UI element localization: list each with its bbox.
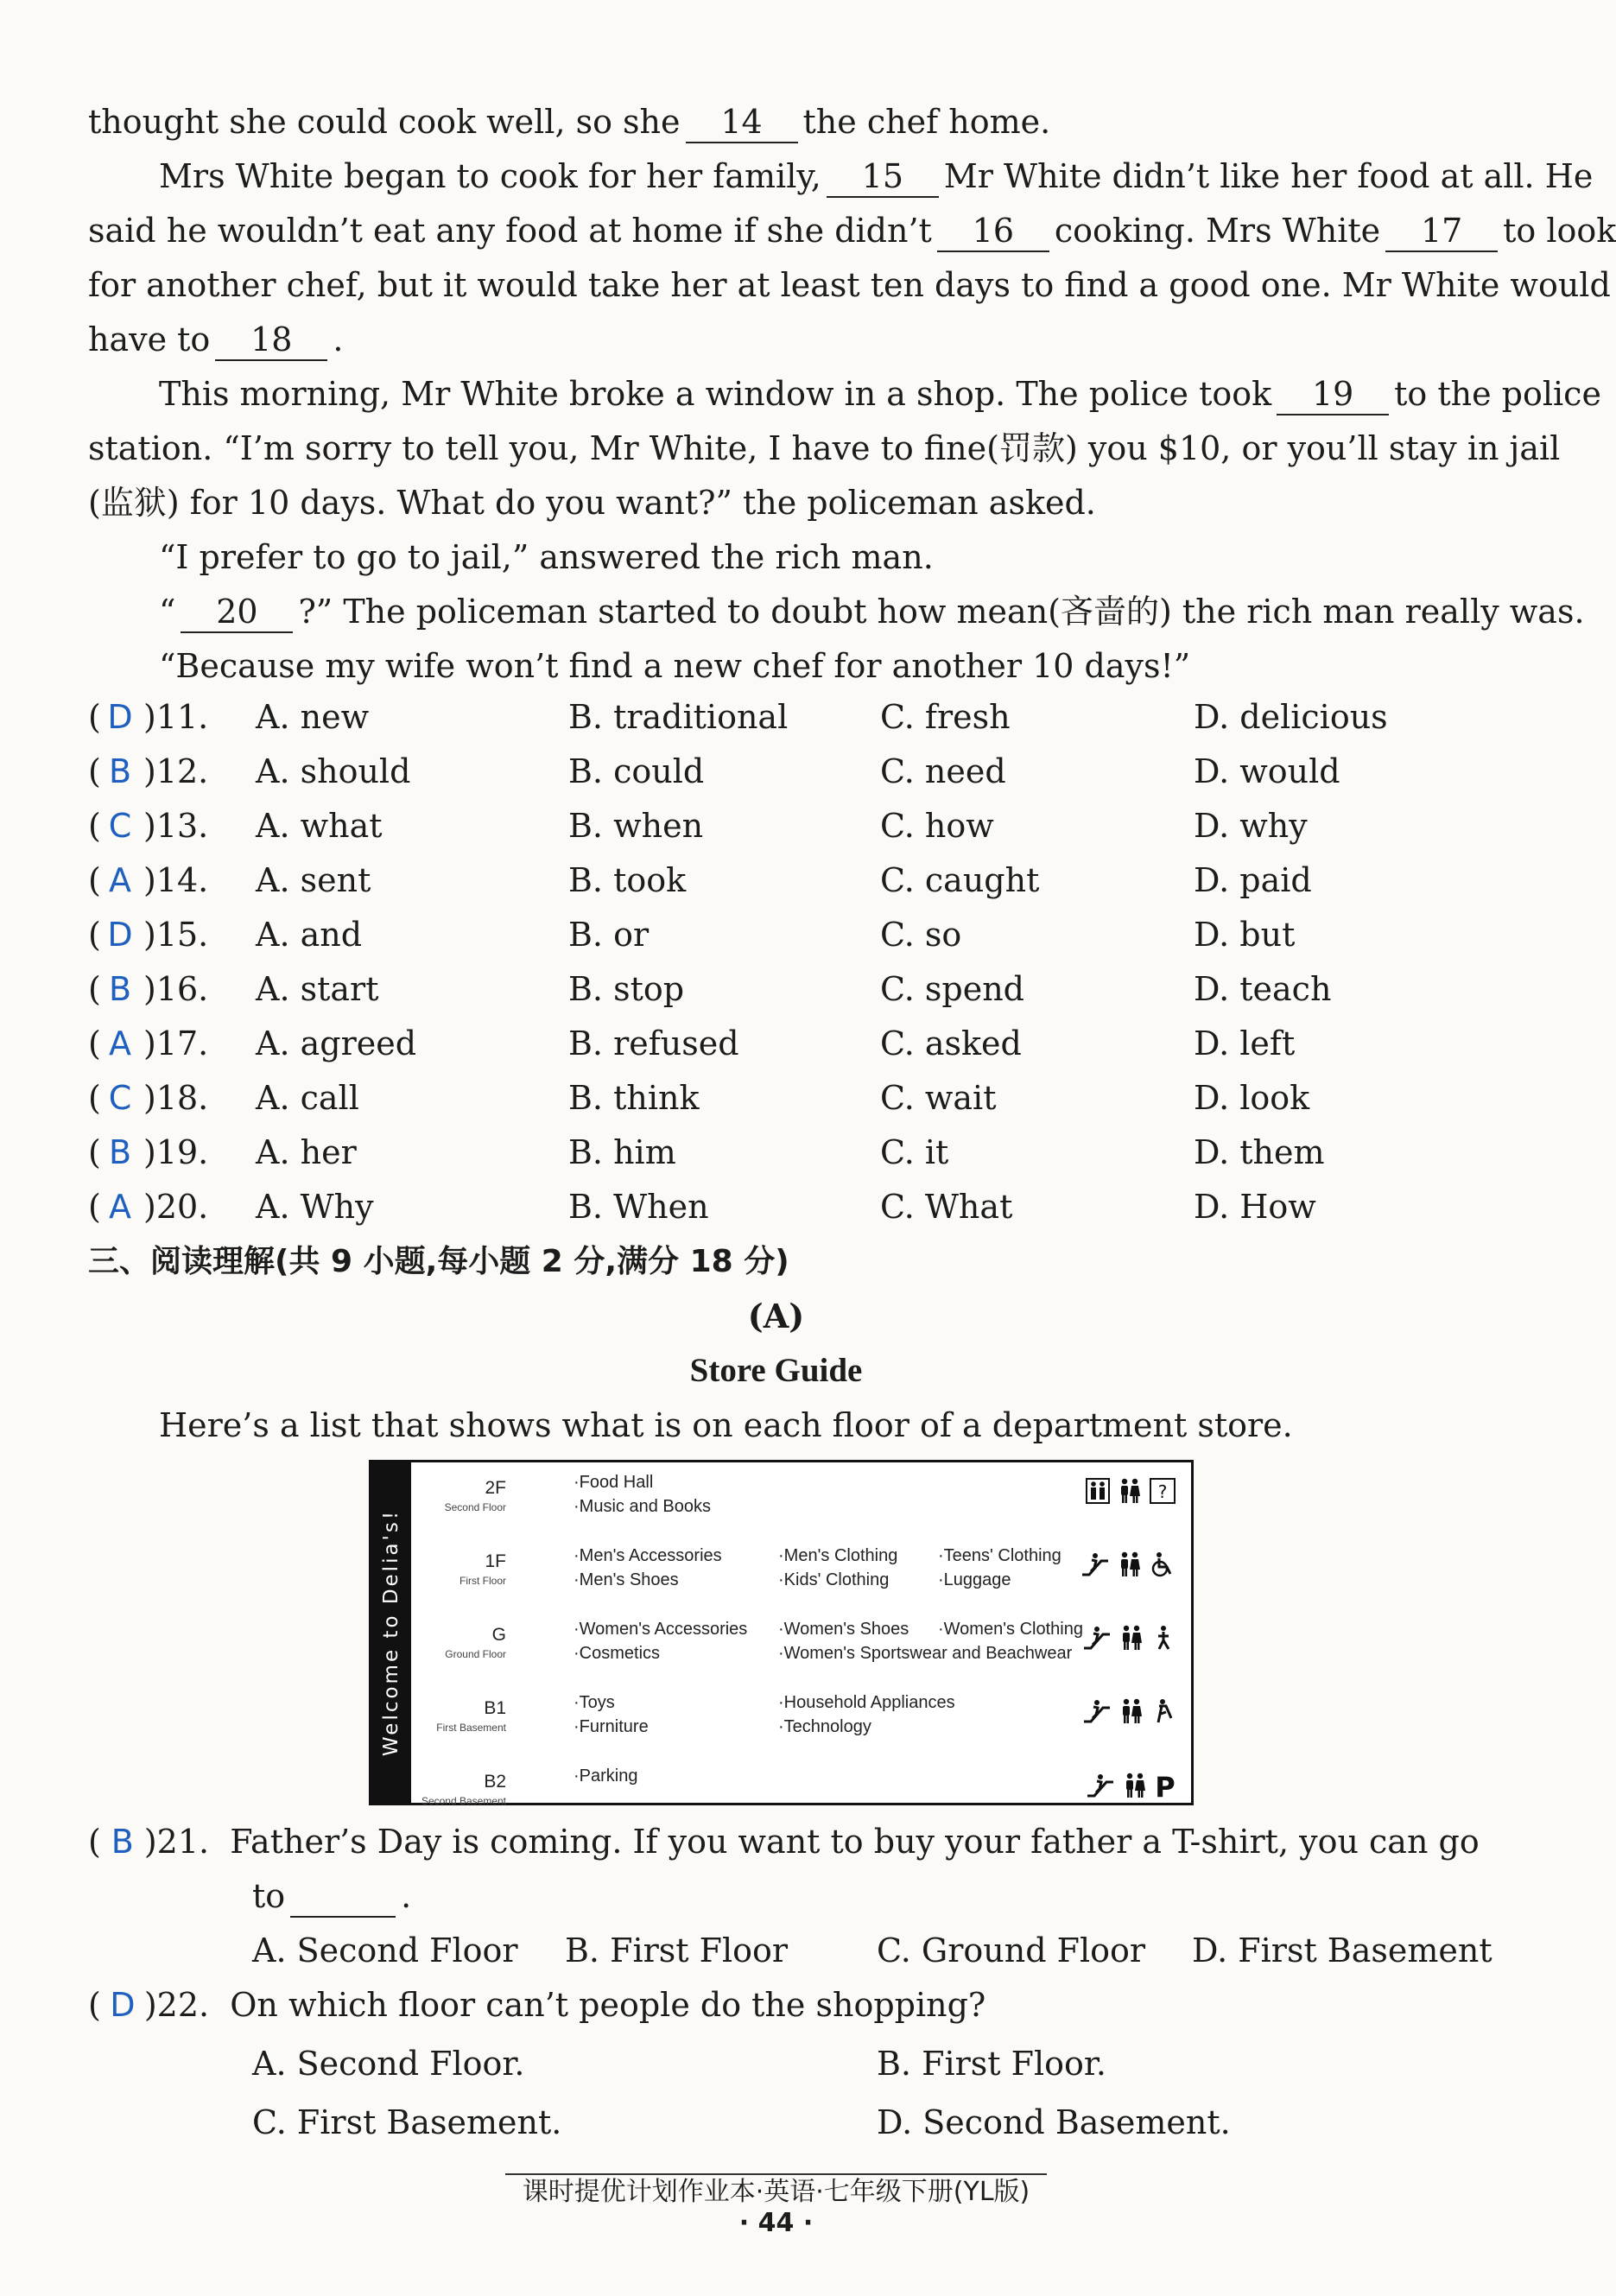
book-title-footer: 课时提优计划作业本·英语·七年级下册(YL版)	[0, 2170, 1552, 2208]
cloze-option-b: B. stop	[568, 970, 685, 1008]
page-number: · 44 ·	[738, 2208, 814, 2238]
option-22-b: B. First Floor.	[877, 2045, 1106, 2083]
department-item: ·Music and Books	[574, 1497, 711, 1516]
cloze-option-a: A. her	[256, 1133, 357, 1171]
stroller-icon	[1151, 1625, 1176, 1651]
floor-name: First Basement	[436, 1722, 506, 1734]
cloze-option-c: C. it	[880, 1133, 949, 1171]
cloze-option-a: A. and	[256, 916, 363, 954]
floor-code: B2	[484, 1772, 506, 1792]
department-item: ·Cosmetics	[574, 1644, 661, 1663]
passage-line-7: station. “I’m sorry to tell you, Mr White, I have to fine(罚款) you $10, or you’ll stay in jail	[88, 429, 1561, 467]
option-22-c: C. First Basement.	[252, 2103, 562, 2141]
cloze-open-paren: (	[88, 1024, 101, 1062]
floor-facility-icons	[1082, 1625, 1176, 1651]
cloze-open-paren: (	[88, 807, 101, 845]
cloze-number: )14.	[143, 861, 209, 899]
cloze-option-d: D. look	[1194, 1079, 1310, 1117]
cloze-option-d: D. delicious	[1194, 698, 1388, 736]
restroom-icon	[1124, 1773, 1146, 1798]
cloze-option-b: B. When	[568, 1188, 709, 1226]
cloze-option-a: A. sent	[256, 861, 371, 899]
blank-16: 16	[937, 211, 1049, 252]
question-22: ( D )22. On which floor can’t people do the shopping?	[88, 1986, 986, 2024]
escalator-icon	[1082, 1625, 1112, 1651]
cloze-option-c: C. What	[880, 1188, 1013, 1226]
cloze-answer: A	[109, 1024, 131, 1062]
floor-code: 2F	[485, 1478, 506, 1498]
restroom-icon	[1119, 1478, 1141, 1504]
option-21-d: D. First Basement	[1192, 1931, 1492, 1969]
floor-name: First Floor	[459, 1575, 506, 1587]
cloze-option-b: B. traditional	[568, 698, 789, 736]
cloze-option-d: D. How	[1194, 1188, 1316, 1226]
floor-code: B1	[484, 1698, 506, 1718]
department-item: ·Technology	[778, 1717, 871, 1736]
cloze-option-d: D. but	[1194, 916, 1296, 954]
passage-line-4: for another chef, but it would take her at least ten days to find a good one. Mr White would	[88, 266, 1611, 304]
cloze-option-d: D. them	[1194, 1133, 1325, 1171]
answer-21: B	[111, 1823, 134, 1861]
cloze-open-paren: (	[88, 916, 101, 954]
cloze-number: )17.	[143, 1024, 209, 1062]
cloze-number: )15.	[143, 916, 209, 954]
blank-15: 15	[827, 156, 939, 198]
cloze-number: )16.	[143, 970, 209, 1008]
department-item: ·Men's Clothing	[778, 1546, 898, 1565]
passage-line-10: “ 20 ?” The policeman started to doubt how mean(吝啬的) the rich man really was.	[159, 592, 1585, 633]
cloze-option-a: A. what	[256, 807, 383, 845]
cloze-open-paren: (	[88, 1079, 101, 1117]
cloze-option-b: B. when	[568, 807, 704, 845]
baby-room-icon	[1086, 1478, 1110, 1504]
part-label: (A)	[747, 1297, 805, 1335]
cloze-option-b: B. him	[568, 1133, 676, 1171]
cloze-open-paren: (	[88, 752, 101, 790]
cloze-option-a: A. Why	[256, 1188, 374, 1226]
department-item: ·Household Appliances	[778, 1693, 955, 1712]
cloze-option-b: B. or	[568, 916, 650, 954]
cloze-open-paren: (	[88, 698, 101, 736]
passage-line-5: have to 18 .	[88, 320, 343, 361]
cloze-option-c: C. spend	[880, 970, 1024, 1008]
cloze-number: )11.	[143, 698, 209, 736]
fitting-icon	[1151, 1698, 1176, 1724]
information-symbol: ?	[1157, 1481, 1168, 1502]
cloze-option-c: C. fresh	[880, 698, 1011, 736]
section-heading: 三、阅读理解(共 9 小题,每小题 2 分,满分 18 分)	[88, 1244, 789, 1279]
department-item: ·Luggage	[938, 1570, 1011, 1589]
cloze-number: )20.	[143, 1188, 209, 1226]
cloze-answer: C	[108, 1079, 132, 1117]
blank-14: 14	[686, 102, 798, 143]
cloze-option-d: D. paid	[1194, 861, 1312, 899]
cloze-answer: A	[109, 861, 131, 899]
cloze-option-b: B. refused	[568, 1024, 739, 1062]
department-item: ·Teens' Clothing	[938, 1546, 1061, 1565]
parking-icon	[1155, 1771, 1176, 1804]
cloze-answer: C	[108, 807, 132, 845]
option-21-b: B. First Floor	[565, 1931, 789, 1969]
passage-line-6: This morning, Mr White broke a window in a shop. The police took 19 to the police	[159, 374, 1601, 415]
cloze-open-paren: (	[88, 1133, 101, 1171]
cloze-answer: B	[108, 1133, 132, 1171]
floor-facility-icons	[1086, 1771, 1176, 1804]
floor-name: Ground Floor	[445, 1648, 506, 1660]
department-item: ·Furniture	[574, 1717, 649, 1736]
cloze-option-d: D. left	[1194, 1024, 1296, 1062]
department-item: ·Men's Shoes	[574, 1570, 679, 1589]
escalator-icon	[1082, 1698, 1112, 1724]
passage-line-9: “I prefer to go to jail,” answered the rich man.	[159, 538, 934, 576]
cloze-number: )12.	[143, 752, 209, 790]
option-22-a: A. Second Floor.	[252, 2045, 525, 2083]
cloze-option-a: A. start	[256, 970, 379, 1008]
cloze-answer: D	[107, 916, 133, 954]
cloze-option-a: A. should	[256, 752, 411, 790]
cloze-option-c: C. need	[880, 752, 1006, 790]
cloze-option-b: B. think	[568, 1079, 700, 1117]
cloze-option-d: D. teach	[1194, 970, 1332, 1008]
information-icon	[1150, 1478, 1176, 1504]
guide-side-banner	[371, 1462, 411, 1803]
store-guide-figure	[369, 1460, 1194, 1805]
cloze-option-a: A. call	[256, 1079, 359, 1117]
escalator-icon	[1081, 1551, 1110, 1577]
cloze-number: )13.	[143, 807, 209, 845]
cloze-number: )18.	[143, 1079, 209, 1117]
blank-21	[290, 1876, 396, 1918]
passage-line-2: Mrs White began to cook for her family, 15 Mr White didn’t like her food at all. He	[159, 156, 1593, 198]
question-21-line-2: to .	[252, 1876, 411, 1918]
restroom-icon	[1119, 1551, 1141, 1577]
cloze-option-c: C. asked	[880, 1024, 1022, 1062]
floor-name: Second Floor	[444, 1501, 506, 1513]
department-item: ·Women's Accessories	[574, 1620, 748, 1639]
cloze-option-c: C. so	[880, 916, 962, 954]
cloze-option-b: B. could	[568, 752, 705, 790]
cloze-option-d: D. why	[1194, 807, 1308, 845]
restroom-icon	[1120, 1625, 1143, 1651]
cloze-number: )19.	[143, 1133, 209, 1171]
blank-18: 18	[215, 320, 327, 361]
guide-floor-panel	[411, 1462, 1191, 1807]
blank-19: 19	[1277, 374, 1389, 415]
cloze-answer: B	[108, 752, 132, 790]
question-21: ( B )21. Father’s Day is coming. If you want to buy your father a T-shirt, you can go	[88, 1823, 1480, 1861]
store-guide-title: Store Guide	[689, 1352, 863, 1389]
floor-facility-icons	[1086, 1478, 1176, 1504]
floor-facility-icons	[1081, 1551, 1176, 1577]
floor-facility-icons	[1082, 1698, 1176, 1724]
option-22-d: D. Second Basement.	[877, 2103, 1231, 2141]
floor-name: Second Basement	[421, 1795, 506, 1807]
cloze-option-b: B. took	[568, 861, 687, 899]
cloze-option-c: C. how	[880, 807, 994, 845]
cloze-option-c: C. wait	[880, 1079, 997, 1117]
department-item: ·Kids' Clothing	[778, 1570, 890, 1589]
floor-code: 1F	[485, 1551, 506, 1571]
wheelchair-icon	[1150, 1551, 1176, 1577]
blank-20: 20	[181, 592, 293, 633]
cloze-answer: B	[108, 970, 132, 1008]
floor-code: G	[491, 1625, 506, 1645]
cloze-option-c: C. caught	[880, 861, 1040, 899]
option-21-a: A. Second Floor	[252, 1931, 518, 1969]
cloze-open-paren: (	[88, 970, 101, 1008]
passage-line-11: “Because my wife won’t find a new chef for another 10 days!”	[159, 647, 1191, 685]
passage-line-3: said he wouldn’t eat any food at home if she didn’t 16 cooking. Mrs White 17 to look	[88, 211, 1616, 252]
answer-22: D	[110, 1986, 136, 2024]
guide-intro: Here’s a list that shows what is on each floor of a department store.	[159, 1406, 1293, 1444]
department-item: ·Women's Sportswear and Beachwear	[778, 1644, 1073, 1663]
passage-line-8: (监狱) for 10 days. What do you want?” the policeman asked.	[88, 484, 1096, 522]
cloze-open-paren: (	[88, 861, 101, 899]
cloze-option-a: A. new	[256, 698, 370, 736]
department-item: ·Toys	[574, 1693, 615, 1712]
department-item: ·Men's Accessories	[574, 1546, 722, 1565]
passage-line-1: thought she could cook well, so she 14 the chef home.	[88, 102, 1050, 143]
cloze-open-paren: (	[88, 1188, 101, 1226]
cloze-answer: A	[109, 1188, 131, 1226]
parking-symbol: P	[1155, 1771, 1176, 1804]
restroom-icon	[1120, 1698, 1143, 1724]
guide-side-text: Welcome to Delia's!	[380, 1508, 402, 1757]
cloze-option-a: A. agreed	[256, 1024, 417, 1062]
escalator-icon	[1086, 1773, 1115, 1798]
department-item: ·Parking	[574, 1766, 638, 1785]
option-21-c: C. Ground Floor	[877, 1931, 1146, 1969]
department-item: ·Women's Clothing	[938, 1620, 1083, 1639]
department-item: ·Women's Shoes	[778, 1620, 909, 1639]
cloze-answer: D	[107, 698, 133, 736]
department-item: ·Food Hall	[574, 1473, 654, 1492]
blank-17: 17	[1385, 211, 1498, 252]
cloze-option-d: D. would	[1194, 752, 1340, 790]
